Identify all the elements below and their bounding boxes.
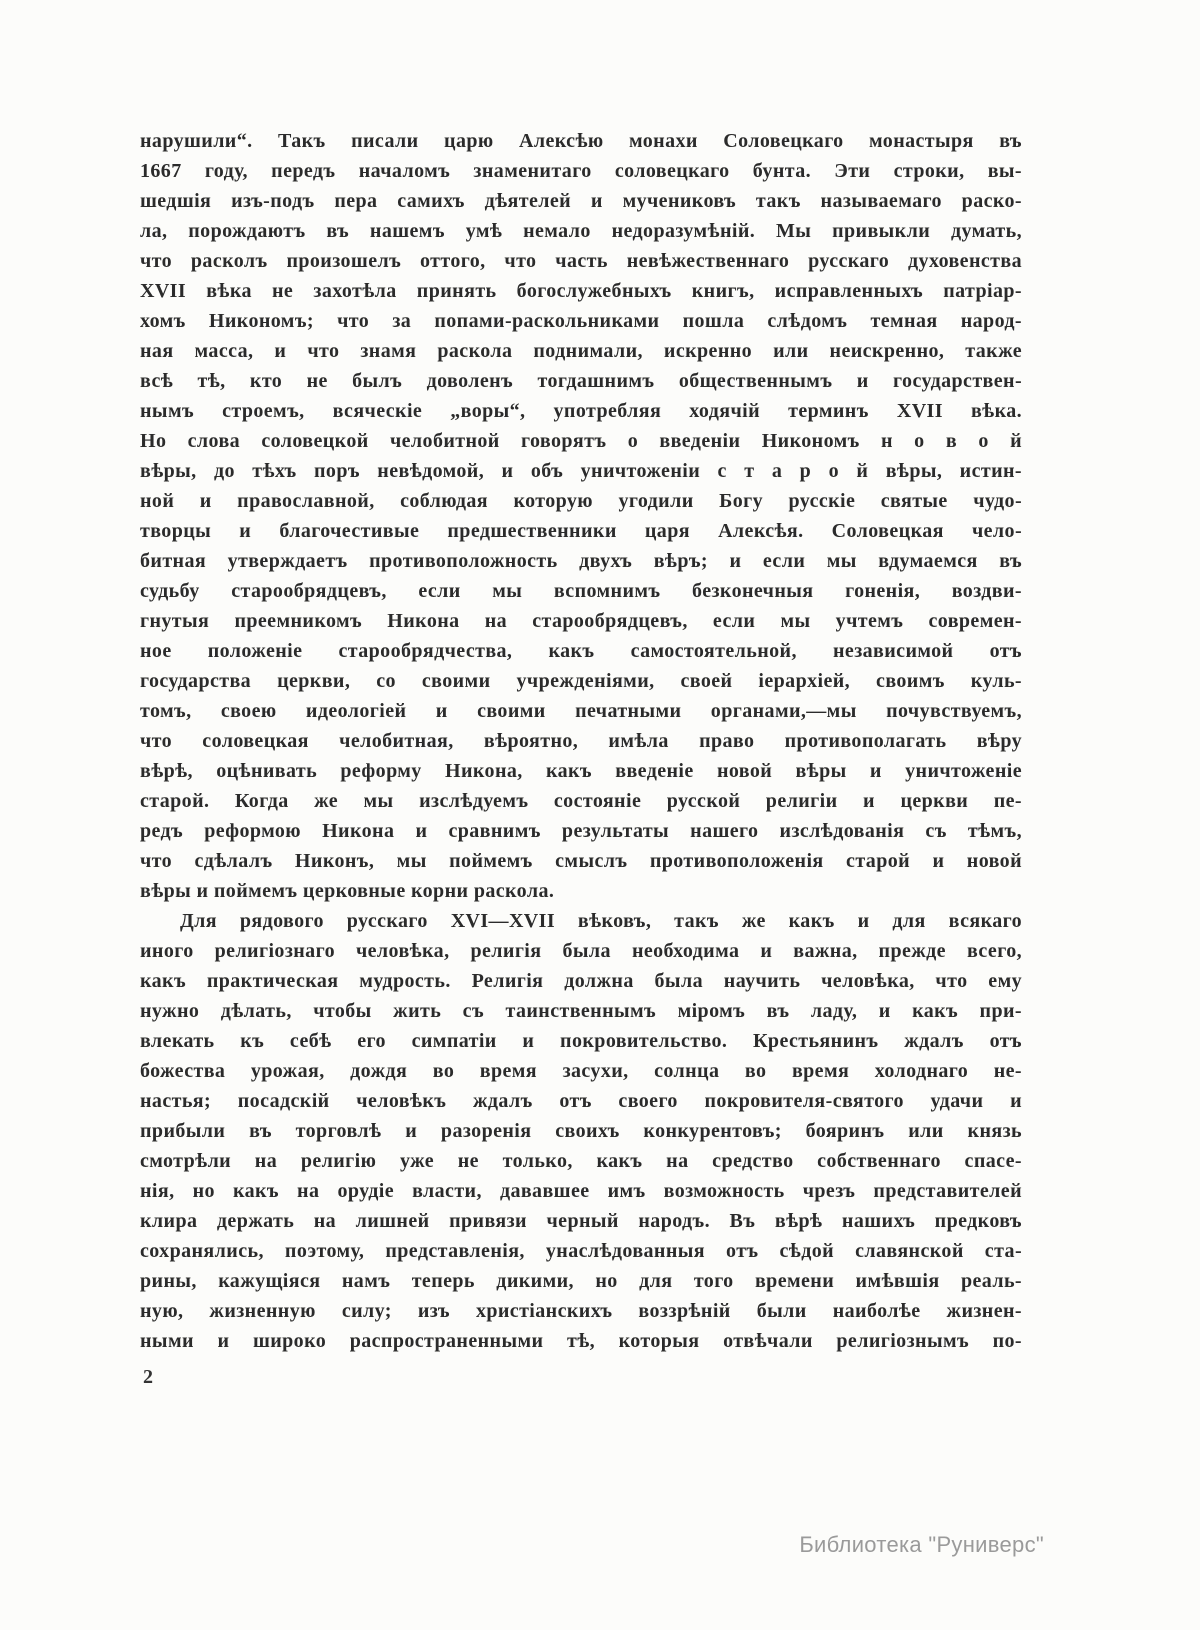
text-line: XVII вѣка не захотѣла принять богослужебныхъ книгъ, исправленныхъ патріар- [140, 280, 1022, 302]
text-line: клира держать на лишней привязи черный народъ. Въ вѣрѣ нашихъ предковъ [140, 1210, 1022, 1232]
text-line: старой. Когда же мы изслѣдуемъ состояніе русской религіи и церкви пе- [140, 790, 1022, 812]
text-line: нія, но какъ на орудіе власти, дававшее имъ возможность чрезъ представителей [140, 1180, 1022, 1202]
watermark: Библиотека "Руниверс" [799, 1532, 1044, 1557]
text-line: творцы и благочестивые предшественники царя Алексѣя. Соловецкая чело- [140, 520, 1022, 542]
text-line: ная масса, и что знамя раскола поднимали, искренно или неискренно, также [140, 340, 1022, 362]
text-line: ной и православной, соблюдая которую угодили Богу русскіе святые чудо- [140, 490, 1022, 512]
text-line: вѣры, до тѣхъ поръ невѣдомой, и объ уничтоженіи с т а р о й вѣры, истин- [140, 460, 1022, 482]
text-line: что сдѣлалъ Никонъ, мы поймемъ смыслъ противоположенія старой и новой [140, 850, 1022, 872]
text-line: судьбу старообрядцевъ, если мы вспомнимъ безконечныя гоненія, воздви- [140, 580, 1022, 602]
text-line: рины, кажущіяся намъ теперь дикими, но для того времени имѣвшія реаль- [140, 1270, 1022, 1292]
text-line: иного религіознаго человѣка, религія была необходима и важна, прежде всего, [140, 940, 1022, 962]
text-line: Но слова соловецкой челобитной говорятъ о введеніи Никономъ н о в о й [140, 430, 1022, 452]
text-line: сохранялись, поэтому, представленія, унаслѣдованныя отъ сѣдой славянской ста- [140, 1240, 1022, 1262]
text-line: ла, порождаютъ въ нашемъ умѣ немало недоразумѣній. Мы привыкли думать, [140, 220, 1022, 242]
text-line: какъ практическая мудрость. Религія должна была научить человѣка, что ему [140, 970, 1022, 992]
text-line: хомъ Никономъ; что за попами-раскольниками пошла слѣдомъ темная народ- [140, 310, 1022, 332]
text-line: 1667 году, передъ началомъ знаменитаго соловецкаго бунта. Эти строки, вы- [140, 160, 1022, 182]
text-line: нарушили“. Такъ писали царю Алексѣю монахи Соловецкаго монастыря въ [140, 130, 1022, 152]
text-line: что расколъ произошелъ оттого, что часть невѣжественнаго русскаго духовенства [140, 250, 1022, 272]
text-line: всѣ тѣ, кто не былъ доволенъ тогдашнимъ общественнымъ и государствен- [140, 370, 1022, 392]
text-line: битная утверждаетъ противоположность двухъ вѣръ; и если мы вдумаемся въ [140, 550, 1022, 572]
text-line: ное положеніе старообрядчества, какъ самостоятельной, независимой отъ [140, 640, 1022, 662]
text-line: настья; посадскій человѣкъ ждалъ отъ своего покровителя-святого удачи и [140, 1090, 1022, 1112]
text-line: гнутыя преемникомъ Никона на старообрядцевъ, если мы учтемъ современ- [140, 610, 1022, 632]
text-line: влекать къ себѣ его симпатіи и покровительство. Крестьянинъ ждалъ отъ [140, 1030, 1022, 1052]
text-line: нымъ строемъ, всяческіе „воры“, употребляя ходячій терминъ XVII вѣка. [140, 400, 1022, 422]
text-line: что соловецкая челобитная, вѣроятно, имѣла право противополагать вѣру [140, 730, 1022, 752]
text-block [140, 126, 1022, 1356]
text-line: томъ, своею идеологіей и своими печатными органами,—мы почувствуемъ, [140, 700, 1022, 722]
page-number: 2 [143, 1366, 153, 1388]
text-line: вѣрѣ, оцѣнивать реформу Никона, какъ введеніе новой вѣры и уничтоженіе [140, 760, 1022, 782]
text-line: государства церкви, со своими учрежденіями, своей іерархіей, своимъ куль- [140, 670, 1022, 692]
text-line: ными и широко распространенными тѣ, которыя отвѣчали религіознымъ по- [140, 1330, 1022, 1352]
text-line: шедшія изъ-подъ пера самихъ дѣятелей и мучениковъ такъ называемаго раско- [140, 190, 1022, 212]
text-line: вѣры и поймемъ церковные корни раскола. [140, 880, 555, 902]
text-line: прибыли въ торговлѣ и разоренія своихъ конкурентовъ; бояринъ или князь [140, 1120, 1022, 1142]
text-line: смотрѣли на религію уже не только, какъ на средство собственнаго спасе- [140, 1150, 1022, 1172]
text-line: ную, жизненную силу; изъ христіанскихъ воззрѣній были наиболѣе жизнен- [140, 1300, 1022, 1322]
text-line: Для рядового русскаго XVI—XVII вѣковъ, такъ же какъ и для всякаго [180, 910, 1022, 932]
text-line: божества урожая, дождя во время засухи, солнца во время холоднаго не- [140, 1060, 1022, 1082]
text-line: редъ реформою Никона и сравнимъ результаты нашего изслѣдованія съ тѣмъ, [140, 820, 1022, 842]
text-line: нужно дѣлать, чтобы жить съ таинственнымъ міромъ въ ладу, и какъ при- [140, 1000, 1022, 1022]
